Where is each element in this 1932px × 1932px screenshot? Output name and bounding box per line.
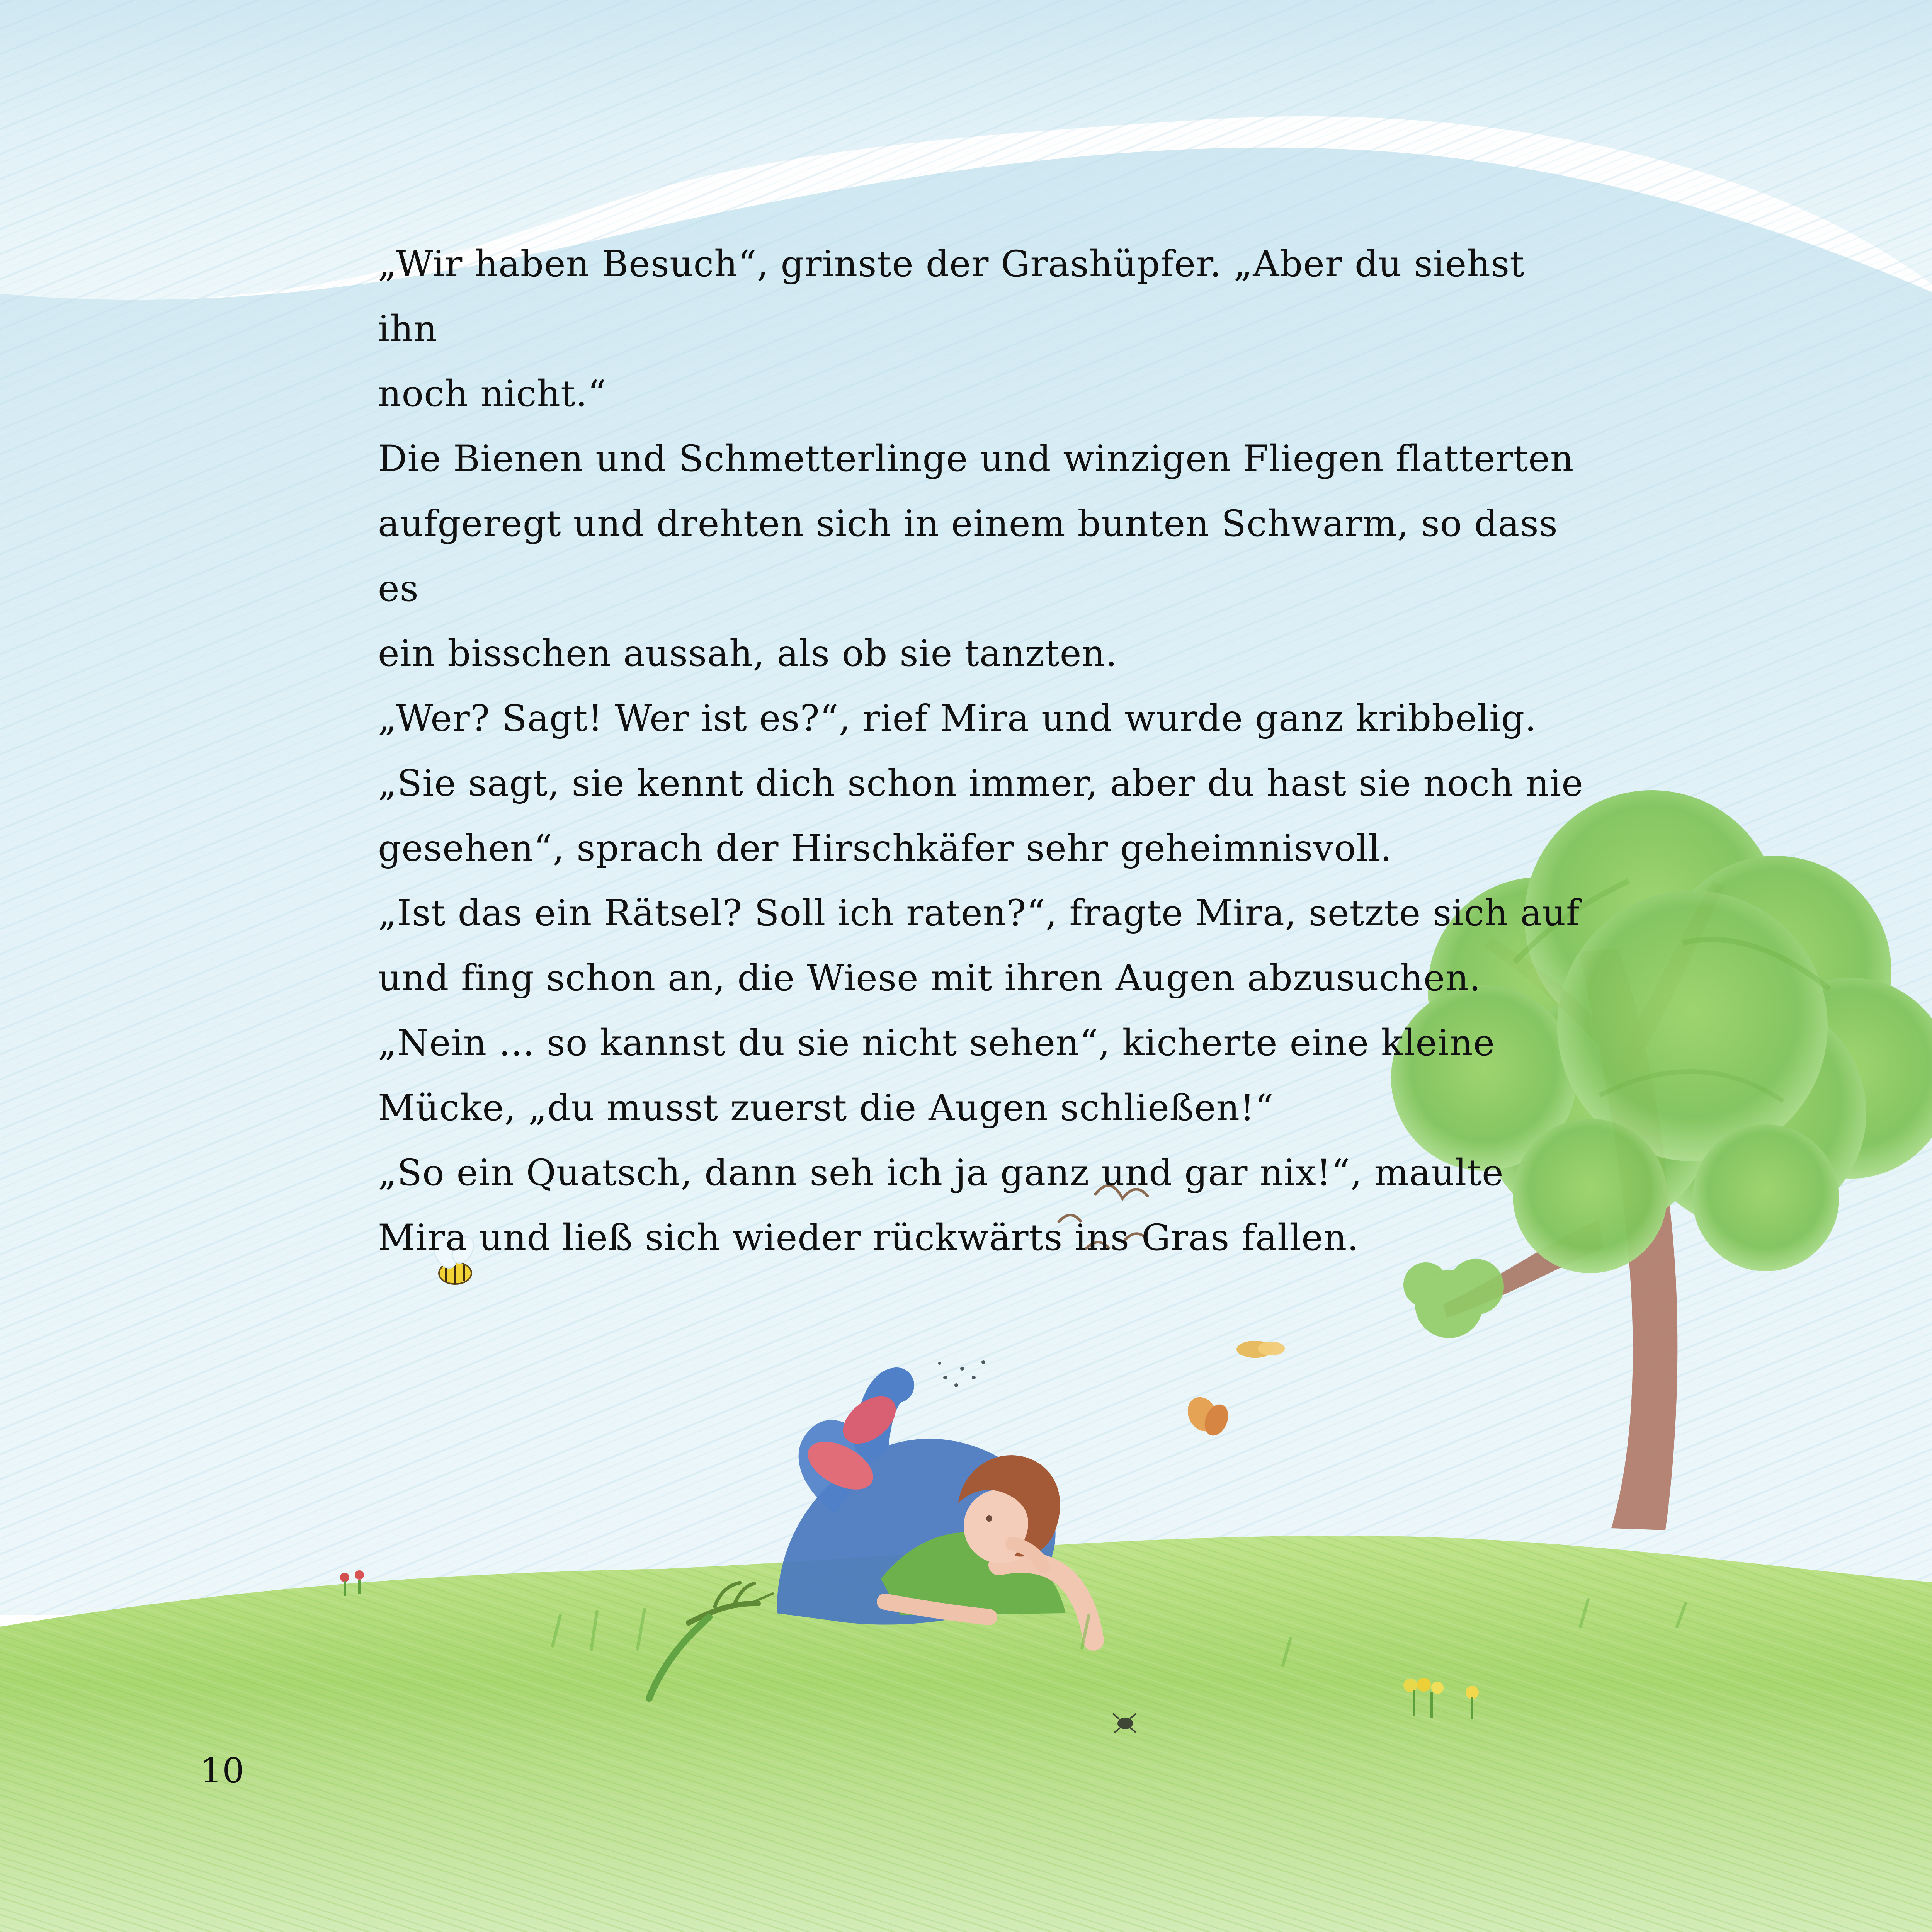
story-line: Die Bienen und Schmetterlinge und winzigen Fliegen flatterten (378, 427, 1591, 492)
story-line: „Wer? Sagt! Wer ist es?“, rief Mira und wurde ganz kribbelig. (378, 686, 1591, 751)
story-line: ein bisschen aussah, als ob sie tanzten. (378, 621, 1591, 686)
story-line: gesehen“, sprach der Hirschkäfer sehr geheimnisvoll. (378, 816, 1591, 881)
story-line: noch nicht.“ (378, 362, 1591, 427)
story-line: Mücke, „du musst zuerst die Augen schließen!“ (378, 1076, 1591, 1141)
story-line: „Wir haben Besuch“, grinste der Grashüpfer. „Aber du siehst ihn (378, 232, 1591, 362)
story-line: und fing schon an, die Wiese mit ihren Augen abzusuchen. (378, 946, 1591, 1011)
story-line: „Sie sagt, sie kennt dich schon immer, aber du hast sie noch nie (378, 751, 1591, 816)
story-line: Mira und ließ sich wieder rückwärts ins Gras fallen. (378, 1206, 1591, 1270)
page-number: 10 (200, 1750, 245, 1792)
story-line: aufgeregt und drehten sich in einem bunten Schwarm, so dass es (378, 492, 1591, 621)
story-line: „So ein Quatsch, dann seh ich ja ganz und gar nix!“, maulte (378, 1141, 1591, 1206)
story-line: „Nein ... so kannst du sie nicht sehen“, kicherte eine kleine (378, 1011, 1591, 1076)
story-line: „Ist das ein Rätsel? Soll ich raten?“, fragte Mira, setzte sich auf (378, 881, 1591, 946)
